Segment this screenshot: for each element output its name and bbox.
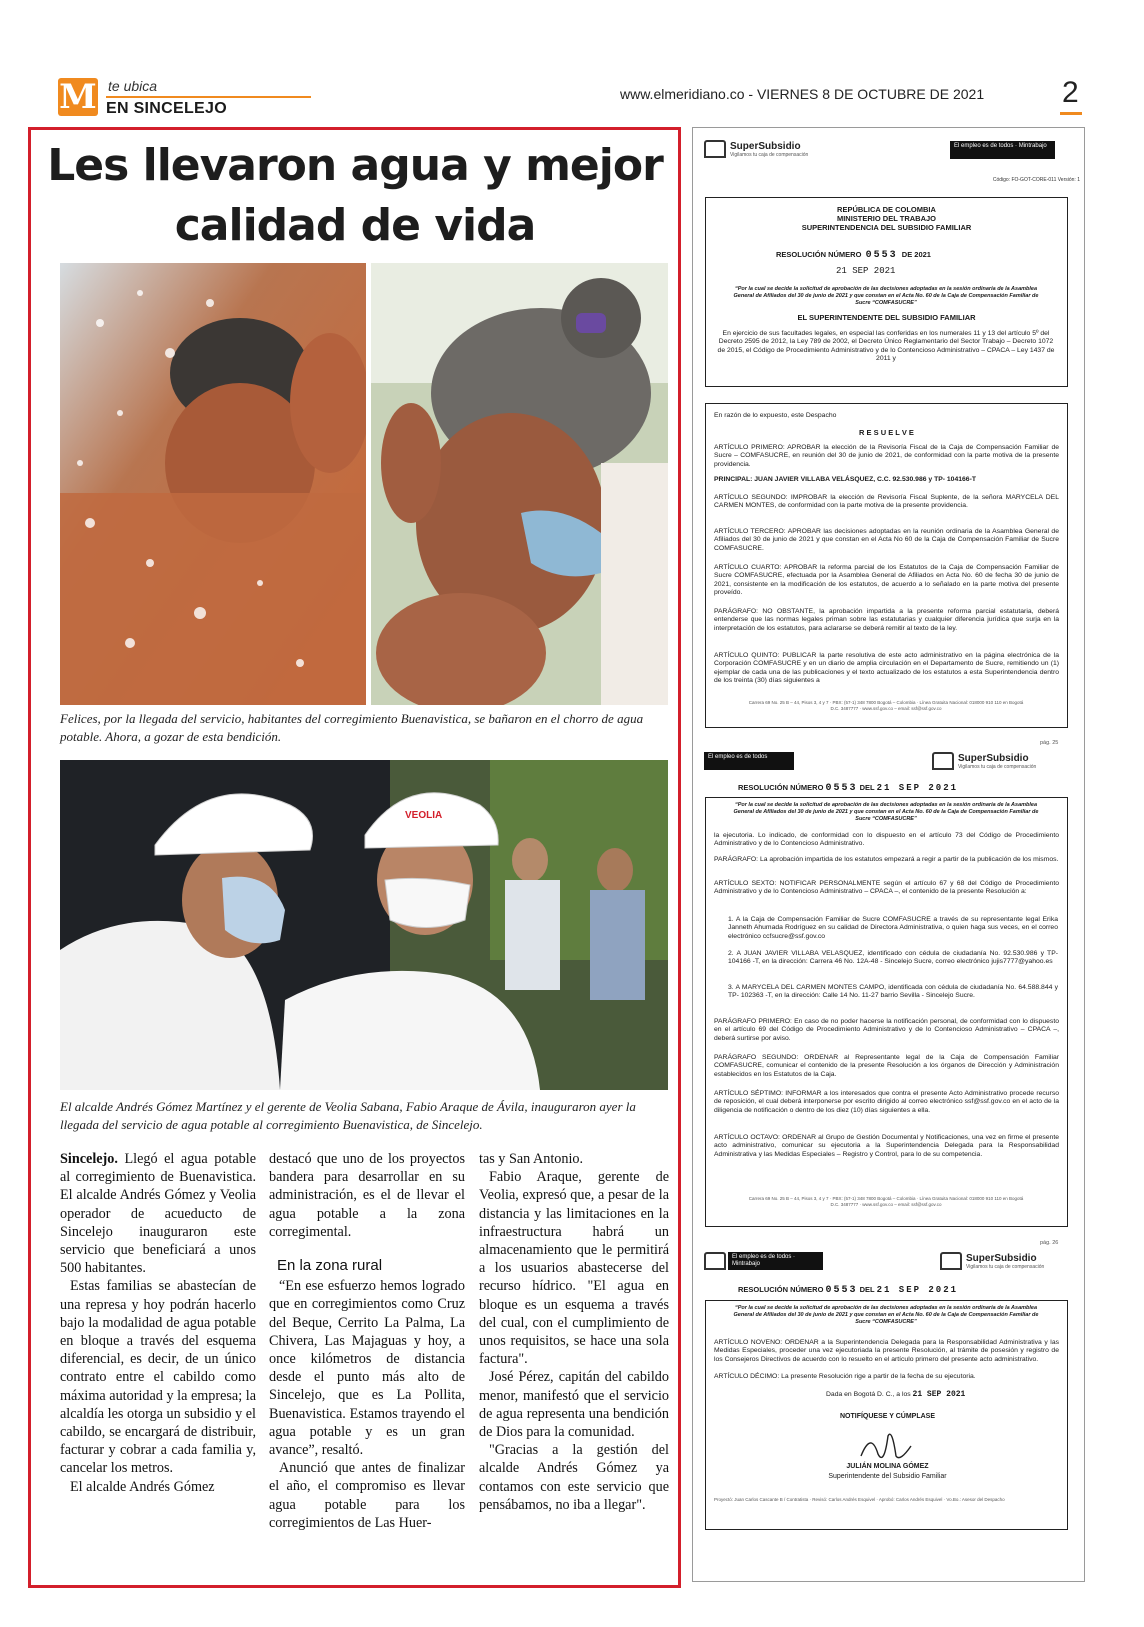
supersubsidio-tagline: Vigilamos tu caja de compensación xyxy=(730,152,809,158)
empleo-mintrabajo-logo-page3: El empleo es de todos · Mintrabajo xyxy=(728,1252,823,1270)
supersubsidio-building-icon xyxy=(940,1252,962,1270)
article-paragraph: "Gracias a la gestión del alcalde Andrés Gómez ya contamos con este servicio que pensábamos, no iba a llegar". xyxy=(479,1442,669,1513)
notifiquese-heading: NOTIFÍQUESE Y CÚMPLASE xyxy=(839,1413,936,1420)
article-column-2 xyxy=(269,1150,465,1532)
empleo-text: El empleo es de todos xyxy=(732,1254,792,1260)
article-paragraph: José Pérez, capitán del cabildo menor, manifestó que el servicio de agua representa una bendición de Dios para la comunidad. xyxy=(479,1369,669,1441)
superintendent-heading: EL SUPERINTENDENTE DEL SUBSIDIO FAMILIAR xyxy=(797,313,976,322)
resuelve-heading: R E S U E L V E xyxy=(859,428,914,437)
mintrabajo-text: Mintrabajo xyxy=(1018,143,1047,149)
signing-place-date xyxy=(826,1391,1066,1399)
article-noveno: ARTÍCULO NOVENO: ORDENAR a la Superintendencia Delegada para la Responsabilidad Administrativa y las Medidas Especiales, proceder una vez ejecutoriada la presente Resolución, al trámite de posesión y registro de los Consejeros Directivos de acuerdo con lo resuelto en el artículo primero del presente acto administrativo. xyxy=(714,1339,1059,1363)
page-number-26: pág. 26 xyxy=(1040,1240,1059,1246)
photo-woman-washing xyxy=(371,263,668,705)
republic-title: REPÚBLICA DE COLOMBIA xyxy=(837,205,936,214)
article-primero: ARTÍCULO PRIMERO: APROBAR la elección de la Revisoría Fiscal de la Caja de Compensación Familiar de Sucre – COMFASUCRE, en reunión del 30 de junio de 2021, de conformidad con la parte motiva de la presente providencia. xyxy=(714,444,1059,468)
logo-letter: M xyxy=(59,77,97,117)
article-paragraph xyxy=(60,1150,256,1277)
resolution-number: 0553 xyxy=(825,1285,858,1296)
resolution-purpose: “Por la cual se decide la solicitud de aprobación de las decisiones adoptadas en la sesión ordinaria de la Asamblea General de Afiliados del 30 de junio de 2021 y que constan en el Acta No. 60 de la Caja de Compensación Familiar de Sucre “COMFASUCRE” xyxy=(733,286,1039,306)
article-column-1 xyxy=(60,1150,256,1496)
helmet-logo-text: VEOLIA xyxy=(405,810,443,821)
notification-item-3: 3. A MARYCELA DEL CARMEN MONTES CAMPO, identificada con cédula de ciudadanía No. 64.588.844 y TP- 102363 -T, en la dirección: Calle 14 No. 11-27 barrio Sevilla - Sincelejo Sucre. xyxy=(728,984,1058,1000)
resolution-label: RESOLUCIÓN NÚMERO xyxy=(738,783,824,792)
resolution-page2-box xyxy=(705,797,1068,1227)
resolution-number-line-page2 xyxy=(738,783,958,794)
principal-line: PRINCIPAL: JUAN JAVIER VILLABA VELÁSQUEZ, C.C. 92.530.986 y TP- 104166-T xyxy=(714,476,977,483)
supersubsidio-tagline: Vigilamos tu caja de compensación xyxy=(958,764,1037,770)
empleo-text: El empleo es de todos xyxy=(954,143,1014,149)
superintendency-title: SUPERINTENDENCIA DEL SUBSIDIO FAMILIAR xyxy=(801,223,972,232)
dateline-city: Sincelejo. xyxy=(60,1151,118,1167)
ministry-title: MINISTERIO DEL TRABAJO xyxy=(836,214,937,223)
resolution-label: RESOLUCIÓN NÚMERO xyxy=(776,250,862,259)
article-paragraph: El alcalde Andrés Gómez xyxy=(70,1478,215,1495)
resolution-number: 0553 xyxy=(865,250,898,261)
article-column-3 xyxy=(479,1150,669,1514)
document-code: Código: FO-GOT-CORE-011 Versión: 1 xyxy=(992,177,1080,183)
page-number: 2 xyxy=(1062,76,1079,109)
resolution-page3-box xyxy=(705,1300,1068,1530)
article-septimo: ARTÍCULO SÉPTIMO: INFORMAR a los interesados que contra el presente Acto Administrativo procede recurso de reposición, el cual deberá interponerse por escrito dirigido al correo electrónico ssf@ssf.gov.co en el acto de la diligencia de notificación o dentro de los diez (10) días siguientes a ella. xyxy=(714,1090,1059,1114)
signature-image xyxy=(856,1426,916,1466)
photo-man-bathing-image xyxy=(60,263,366,705)
page-number-underline xyxy=(1060,112,1082,115)
supersubsidio-name: SuperSubsidio xyxy=(958,753,1029,764)
section-divider xyxy=(106,96,311,98)
supersubsidio-tagline: Vigilamos tu caja de compensación xyxy=(966,1264,1045,1270)
resolution-number-line xyxy=(776,250,931,261)
resolution-date: 21 SEP 2021 xyxy=(836,266,896,276)
paragraph-text: Llegó el agua potable al corregimiento de Buenavistica. El alcalde Andrés Gómez y Veolia operador de acueducto de Sincelejo inauguraron este servicio que beneficiará a unos 500 habitantes. xyxy=(60,1151,256,1277)
mintrabajo-text: Mintrabajo xyxy=(732,1261,761,1267)
del-label: DEL xyxy=(859,783,875,792)
photo-caption-bathing: Felices, por la llegada del servicio, habitantes del corregimiento Buenavistica, se bañaron en el chorro de agua potable. Ahora, a gozar de esta bendición. xyxy=(60,711,644,744)
article-sexto: ARTÍCULO SEXTO: NOTIFICAR PERSONALMENTE según el artículo 67 y 68 del Código de Procedimiento Administrativo y de lo Contencioso Administrativo – CPACA –, el contenido de la presente Resolución a: xyxy=(714,880,1059,896)
supersubsidio-logo xyxy=(730,141,808,158)
dada-text: Dada en Bogotá D. C., a los xyxy=(826,1391,911,1398)
page-footer-address: Carrera 69 No. 25 B – 44, Pisos 3, 4 y 7 · PBX: (57-1) 348 7800 Bogotá – Colombia · Línea Gratuita Nacional: 018000 910 110 en Bogotá D.C. 3487777 · www.ssf.gov.co – email: ssf@ssf.gov.co xyxy=(748,700,1024,711)
supersubsidio-logo-page3 xyxy=(966,1253,1044,1270)
faculties-paragraph: En ejercicio de sus facultades legales, en especial las conferidas en los numerales 11 y 13 del artículo 5º del Decreto 2595 de 2012, la Ley 789 de 2002, el Decreto Único Reglamentario del Sector Trabajo – Decreto 1072 de 2015, el Código de Procedimiento Administrativo y de lo Contencioso Administrativo – CPACA – Ley 1437 de 2011 y xyxy=(717,330,1055,363)
article-subhead: En la zona rural xyxy=(277,1257,383,1275)
continuation-text: la ejecutoria. Lo indicado, de conformidad con lo dispuesto en el artículo 73 del Código de Procedimiento Administrativo y de lo Contencioso Administrativo. xyxy=(714,832,1059,848)
supersubsidio-building-icon xyxy=(704,140,726,158)
article-quinto: ARTÍCULO QUINTO: PUBLICAR la parte resolutiva de este acto administrativo en la página electrónica de la Corporación COMFASUCRE y en un diario de amplia circulación en el Departamento de Sucre, remitiendo un (1) ejemplar de cada una de las publicaciones y el texto actualizado de los estatutos a esta Superintendencia dentro de los treinta (30) días siguientes a xyxy=(714,652,1059,685)
notification-item-2: 2. A JUAN JAVIER VILLABA VELASQUEZ, identificado con cédula de ciudadanía No. 92.530.986 y TP- 104166 -T, en la dirección: Carrera 46 No. 12A-48 - Sincelejo Sucre, correo electrónico jujis7777@yahoo.es xyxy=(728,950,1058,966)
page-number-25: pág. 25 xyxy=(1040,740,1059,746)
article-tercero: ARTÍCULO TERCERO: APROBAR las decisiones adoptadas en la reunión ordinaria de la Asamblea General de Afiliados del 30 de junio de 2021 y que constan en el Acta No 60 de la Caja de Compensación Familiar de Sucre COMFASUCRE. xyxy=(714,528,1059,552)
page-footer-address: Carrera 69 No. 25 B – 44, Pisos 3, 4 y 7 · PBX: (57-1) 348 7800 Bogotá – Colombia · Línea Gratuita Nacional: 018000 910 110 en Bogotá D.C. 3487777 · www.ssf.gov.co – email: ssf@ssf.gov.co xyxy=(748,1196,1024,1207)
photo-woman-washing-image xyxy=(371,263,668,705)
supersubsidio-name: SuperSubsidio xyxy=(966,1253,1037,1264)
reason-line: En razón de lo expuesto, este Despacho xyxy=(714,412,837,419)
article-paragraph: tas y San Antonio. xyxy=(479,1151,584,1167)
signer-title: Superintendente del Subsidio Familiar xyxy=(828,1473,947,1480)
article-cuarto: ARTÍCULO CUARTO: APROBAR la reforma parcial de los Estatutos de la Caja de Compensación Familiar de Sucre COMFASUCRE, efectuada por la Asamblea General de Afiliados en Acta No. 60 de fecha 30 de junio de 2021, consistente en la modificación de los estatutos, de acuerdo a lo señalado en la parte motiva del presente proveído. xyxy=(714,564,1059,597)
resolution-date: 21 SEP 2021 xyxy=(876,1285,959,1295)
notification-item-1: 1. A la Caja de Compensación Familiar de Sucre COMFASUCRE a través de su representante legal Erika Janneth Ahumada Rodríguez en su calidad de Directora Administrativa, o quien haga sus veces, en el correo electrónico ccfsucre@ssf.gov.co xyxy=(728,916,1058,940)
article-paragraph: “En ese esfuerzo hemos logrado que en corregimientos como Cruz del Beque, Cerrito La Palma, La Chivera, Las Majaguas y hoy, a once kilómetros de distancia desde el punto más alto de Sincelejo, que es La Pollita, Buenavistica. Estamos trayendo el agua potable y es un gran avance”, resaltó. xyxy=(269,1278,465,1459)
article-paragraph: Anunció que antes de finalizar el año, el compromiso es llevar agua potable para los corregimientos de Las Huer- xyxy=(269,1460,465,1531)
section-title: EN SINCELEJO xyxy=(106,100,227,117)
article-headline: Les llevaron agua y mejor calidad de vida xyxy=(47,140,663,251)
paragrafo-no-obstante: PARÁGRAFO: NO OBSTANTE, la aprobación impartida a la presente reforma parcial estatutaria, deberá entenderse que las normas legales priman sobre las estatutarias y cualquier diferencia jurídica que surja en la interpretación de los estatutos, para aclararse se deberá remitir al texto de la ley. xyxy=(714,608,1059,632)
resolution-body-box xyxy=(705,403,1068,728)
article-paragraph: destacó que uno de los proyectos bandera para desarrollar en su administración, es el de llevar el agua potable a la zona corregimental. xyxy=(269,1151,465,1240)
article-segundo: ARTÍCULO SEGUNDO: IMPROBAR la elección de Revisoría Fiscal Suplente, de la señora MARYCELA DEL CARMEN MONTES, de conformidad con la parte motiva de la presente providencia. xyxy=(714,494,1059,510)
del-label: DEL xyxy=(859,1285,875,1294)
supersubsidio-name: SuperSubsidio xyxy=(730,141,801,152)
empleo-text: El empleo es de todos xyxy=(708,754,768,760)
paragrafo-segundo: PARÁGRAFO SEGUNDO: ORDENAR al Representante legal de la Caja de Compensación Familiar COMFASUCRE, comunicar el contenido de la presente Resolución a los órganos de Dirección y Administración establecidos en los Estatutos de la Caja. xyxy=(714,1054,1059,1078)
photo-mayor-and-manager-image xyxy=(60,760,668,1090)
supersubsidio-logo-page2 xyxy=(958,753,1036,770)
photo-mayor-and-manager xyxy=(60,760,668,1090)
signer-name: JULIÁN MOLINA GÓMEZ xyxy=(846,1463,929,1470)
resolution-date: 21 SEP 2021 xyxy=(876,783,959,793)
supersubsidio-building-icon xyxy=(704,1252,726,1270)
resolution-label: RESOLUCIÓN NÚMERO xyxy=(738,1285,824,1294)
resolution-number: 0553 xyxy=(825,783,858,794)
drafting-credits: Proyectó: Juan Carlos Cascante B / Contratista · Revisó: Carlos Andrés Esquivel · Aprobó: Carlos Andrés Esquivel · Vo.Bo.: Asesor del Despacho xyxy=(714,1497,1005,1502)
empleo-logo-page2 xyxy=(704,752,794,770)
resolution-number-line-page3 xyxy=(738,1285,958,1296)
article-octavo: ARTÍCULO OCTAVO: ORDENAR al Grupo de Gestión Documental y Notificaciones, una vez en firme el presente acto administrativo, comunicar su ejecutoria a la Superintendencia Delegada para la Responsabilidad Administrativa y las Medidas Especiales – Registro y Control, para lo de su competencia. xyxy=(714,1134,1059,1158)
photo-man-bathing xyxy=(60,263,366,705)
article-paragraph: Estas familias se abastecían de una represa y hoy podrán hacerlo bajo la modalidad de agua potable en bloque a través del esquema diferencial, es decir, de un único contrato entre el cabildo como máxima autoridad y la empresa; la alcaldía les otorga un subsidio y el cabildo, se encargará de distribuir, facturar y cobrar a cada familia y, cancelar los metros. xyxy=(60,1278,256,1477)
resolution-year: DE 2021 xyxy=(901,250,931,259)
article-decimo: ARTÍCULO DÉCIMO: La presente Resolución rige a partir de la fecha de su ejecutoria. xyxy=(714,1373,976,1380)
resolution-purpose: “Por la cual se decide la solicitud de aprobación de las decisiones adoptadas en la sesión ordinaria de la Asamblea General de Afiliados del 30 de junio de 2021 y que constan en el Acta No. 60 de la Caja de Compensación Familiar de Sucre “COMFASUCRE” xyxy=(733,1305,1039,1325)
website-date-line: www.elmeridiano.co - VIERNES 8 DE OCTUBRE DE 2021 xyxy=(620,86,985,102)
paragrafo-estatutos: PARÁGRAFO: La aprobación impartida de los estatutos empezará a regir a partir de la publicación de los mismos. xyxy=(714,856,1059,863)
resolution-header-box xyxy=(705,197,1068,387)
section-tagline: te ubica xyxy=(108,78,158,94)
supersubsidio-building-icon xyxy=(932,752,954,770)
resolution-purpose: “Por la cual se decide la solicitud de aprobación de las decisiones adoptadas en la sesión ordinaria de la Asamblea General de Afiliados del 30 de junio de 2021 y que constan en el Acta No. 60 de la Caja de Compensación Familiar de Sucre “COMFASUCRE” xyxy=(733,802,1039,822)
paragrafo-primero: PARÁGRAFO PRIMERO: En caso de no poder hacerse la notificación personal, de conformidad con lo dispuesto en el artículo 69 del Código de Procedimiento Administrativo y de lo Contencioso Administrativo – CPACA –, deberá surtirse por aviso. xyxy=(714,1018,1059,1042)
empleo-mintrabajo-logo: El empleo es de todos · Mintrabajo xyxy=(950,141,1055,159)
photo-caption-inauguration: El alcalde Andrés Gómez Martínez y el gerente de Veolia Sabana, Fabio Araque de Ávila, inauguraron ayer la llegada del servicio de agua potable al corregimiento Buenavistica, de Sincelejo. xyxy=(60,1099,636,1132)
signing-date: 21 SEP 2021 xyxy=(912,1390,966,1399)
article-paragraph: Fabio Araque, gerente de Veolia, expresó que, a pesar de la distancia y las limitaciones en la infraestructura habrá un almacenamiento que le permitirá a los usuarios abastecerse del recurso hídrico. "El agua en bloque es un esquema a través del cual, con el cumplimiento de unos requisitos, se hace una sola factura". xyxy=(479,1169,669,1368)
newspaper-logo xyxy=(58,78,98,116)
